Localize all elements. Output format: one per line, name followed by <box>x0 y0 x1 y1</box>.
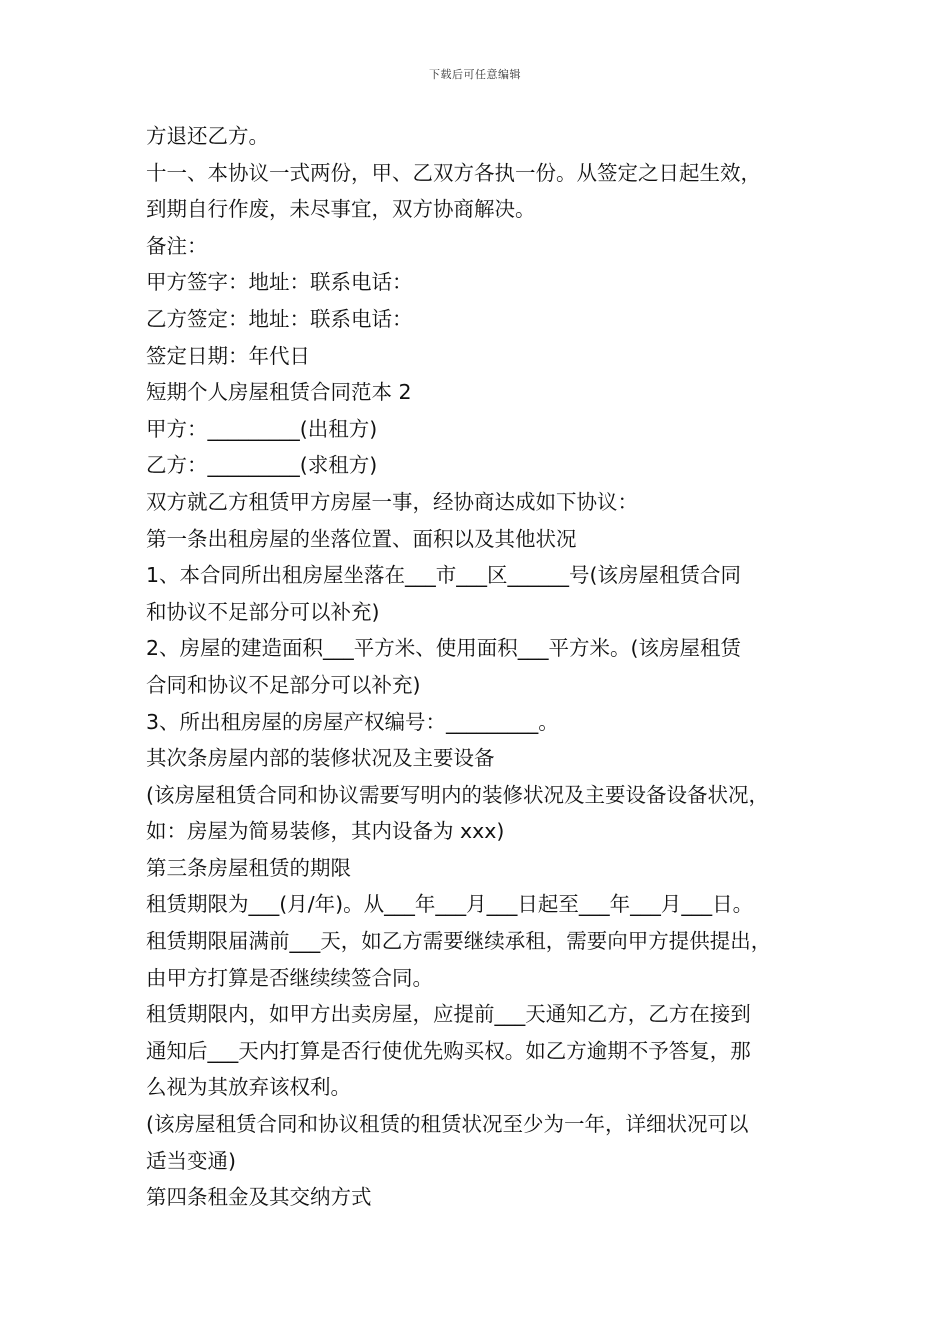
text-line: 租赁期限为___(月/年)。从___年___月___日起至___年___月___日。 <box>146 892 754 917</box>
text-line: 甲方签字：地址：联系电话： <box>146 270 413 295</box>
text-line: 乙方：_________(求租方) <box>146 453 378 478</box>
text-line: 双方就乙方租赁甲方房屋一事，经协商达成如下协议： <box>146 489 638 514</box>
text-line: 乙方签定：地址：联系电话： <box>146 306 413 331</box>
text-line: 么视为其放弃该权利。 <box>146 1075 351 1100</box>
text-line: 如：房屋为简易装修，其内设备为 xxx) <box>146 819 505 844</box>
clause-heading: 第四条租金及其交纳方式 <box>146 1185 372 1210</box>
text-line: 甲方：_________(出租方) <box>146 416 378 441</box>
text-line: 十一、本协议一式两份，甲、乙双方各执一份。从签定之日起生效， <box>146 160 761 185</box>
text-line: (该房屋租赁合同和协议需要写明内的装修状况及主要设备设备状况， <box>146 782 769 807</box>
text-line: 签定日期：年代日 <box>146 343 310 368</box>
text-line: 和协议不足部分可以补充) <box>146 599 380 624</box>
text-line: 备注： <box>146 233 208 258</box>
text-line: 通知后___天内打算是否行使优先购买权。如乙方逾期不予答复，那 <box>146 1038 751 1063</box>
clause-heading: 其次条房屋内部的装修状况及主要设备 <box>146 746 495 771</box>
page-header: 下载后可任意编辑 <box>429 68 521 81</box>
section-title: 短期个人房屋租赁合同范本 2 <box>146 380 412 405</box>
text-line: 方退还乙方。 <box>146 124 269 148</box>
text-line: 1、本合同所出租房屋坐落在___市___区______号(该房屋租赁合同 <box>146 563 742 588</box>
text-line: (该房屋租赁合同和协议租赁的租赁状况至少为一年，详细状况可以 <box>146 1112 749 1137</box>
text-line: 2、房屋的建造面积___平方米、使用面积___平方米。(该房屋租赁 <box>146 636 742 661</box>
text-line: 到期自行作废，未尽事宜，双方协商解决。 <box>146 197 536 222</box>
text-line: 租赁期限内，如甲方出卖房屋，应提前___天通知乙方，乙方在接到 <box>146 1002 751 1027</box>
clause-heading: 第一条出租房屋的坐落位置、面积以及其他状况 <box>146 526 577 551</box>
text-line: 3、所出租房屋的房屋产权编号：_________。 <box>146 709 559 734</box>
document-body <box>146 118 826 1216</box>
clause-heading: 第三条房屋租赁的期限 <box>146 855 351 880</box>
text-line: 合同和协议不足部分可以补充) <box>146 672 421 697</box>
text-line: 适当变通) <box>146 1148 236 1173</box>
text-line: 租赁期限届满前___天，如乙方需要继续承租，需要向甲方提供提出， <box>146 929 772 954</box>
text-line: 由甲方打算是否继续续签合同。 <box>146 965 433 990</box>
